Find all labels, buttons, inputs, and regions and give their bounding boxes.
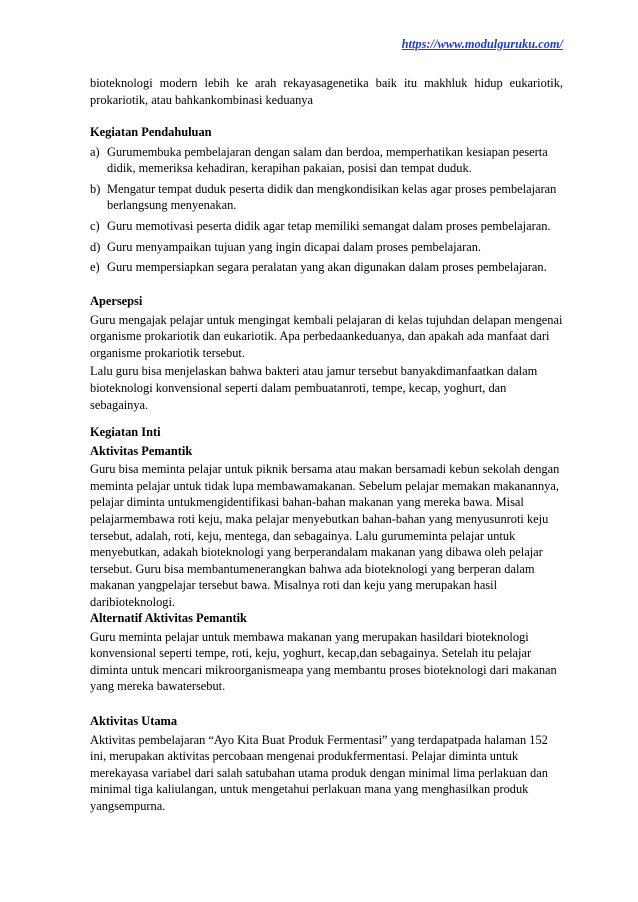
alternatif-section xyxy=(90,610,563,695)
apersepsi-paragraph-2: Lalu guru bisa menjelaskan bahwa bakteri atau jamur tersebut banyakdimanfaatkan dalam bioteknologi konvensional seperti dalam pembuatanroti, tempe, kecap, yoghurt, dan sebagainya. xyxy=(90,364,538,412)
list-item xyxy=(90,144,563,177)
header-url-link[interactable]: https://www.modulguruku.com/ xyxy=(401,37,563,51)
apersepsi-paragraph-1: Guru mengajak pelajar untuk mengingat kembali pelajaran di kelas tujuhdan delapan mengenai organisme prokariotik dan eukariotik. Apa perbedaankeduanya, dan apakah ada manfaat dari organisme prokariotik tersebut. xyxy=(90,312,563,360)
list-item-text: Guru memotivasi peserta didik agar tetap memiliki semangat dalam proses pembelajaran. xyxy=(107,218,551,233)
utama-section xyxy=(90,713,563,815)
list-item-text: Guru menyampaikan tujuan yang ingin dicapai dalam proses pembelajaran. xyxy=(107,239,482,254)
inti-section xyxy=(90,424,563,611)
list-marker: c) xyxy=(90,218,100,233)
list-item xyxy=(90,218,563,235)
list-item-text: Mengatur tempat duduk peserta didik dan mengkondisikan kelas agar proses pembelajaran berlangsung menyenakan. xyxy=(107,181,557,213)
alternatif-paragraph: Guru meminta pelajar untuk membawa makanan yang merupakan hasildari bioteknologi konvensional seperti tempe, roti, keju, yoghurt, kecap,dan sebagainya. Setelah itu pelajar diminta untuk mencari mikroorganismeapa yang membantu proses bioteknologi dari makanan yang mereka bawatersebut. xyxy=(90,629,557,694)
list-item xyxy=(90,181,563,214)
pendahuluan-heading: Kegiatan Pendahuluan xyxy=(90,125,212,139)
pendahuluan-list xyxy=(90,144,563,276)
intro-paragraph-block xyxy=(90,75,563,108)
utama-heading: Aktivitas Utama xyxy=(90,714,178,728)
list-item-text: Gurumembuka pembelajaran dengan salam dan berdoa, memperhatikan kesiapan peserta didik, memeriksa kehadiran, kerapihan pakaian, posisi dan tempat duduk. xyxy=(107,144,548,176)
utama-paragraph: Aktivitas pembelajaran “Ayo Kita Buat Produk Fermentasi” yang terdapatpada halaman 152 ini, merupakan aktivitas percobaan mengenai produkfermentasi. Pelajar diminta untuk merekayasa variabel dari salah satubahan utama produk dengan minimal lima perlakuan dan minimal tiga kaliulangan, untuk mengetahui perlakuan mana yang menghasilkan produk yangsempurna. xyxy=(90,732,548,813)
alternatif-heading: Alternatif Aktivitas Pemantik xyxy=(90,611,247,625)
list-item xyxy=(90,239,563,256)
apersepsi-heading: Apersepsi xyxy=(90,294,143,308)
pemantik-paragraph: Guru bisa meminta pelajar untuk piknik bersama atau makan bersamadi kebun sekolah dengan meminta pelajar untuk tidak lupa membawamakanan. Sebelum pelajar memakan makanannya, pelajar diminta untukmengidentifikasi bahan-bahan makanan yang mereka bawa. Misal pelajarmembawa roti keju, maka pelajar menyebutkan bahan-bahan yang menyusunroti keju tersebut, adalah, roti, keju, mentega, dan sebagainya. Lalu gurumeminta pelajar untuk menyebutkan, adakah bioteknologi yang berperandalam makanan yang dibawa oleh pelajar tersebut. Guru bisa membantumenerangkan bahwa ada bioteknologi yang berperan dalam makanan yangpelajar tersebut bawa. Misalnya roti dan keju yang merupakan hasil daribioteknologi. xyxy=(90,462,560,609)
list-item-text: Guru mempersiapkan segara peralatan yang akan digunakan dalam proses pembelajaran. xyxy=(107,260,547,275)
pemantik-heading: Aktivitas Pemantik xyxy=(90,443,193,458)
list-marker: d) xyxy=(90,239,101,254)
list-marker: e) xyxy=(90,260,100,275)
apersepsi-section xyxy=(90,293,563,413)
intro-paragraph: bioteknologi modern lebih ke arah rekayasagenetika baik itu makhluk hidup eukariotik, prokariotik, atau bahkankombinasi keduanya xyxy=(90,76,563,107)
pendahuluan-section xyxy=(90,124,563,280)
list-marker: a) xyxy=(90,144,100,159)
inti-heading: Kegiatan Inti xyxy=(90,425,161,439)
list-item xyxy=(90,259,563,276)
list-marker: b) xyxy=(90,181,101,196)
